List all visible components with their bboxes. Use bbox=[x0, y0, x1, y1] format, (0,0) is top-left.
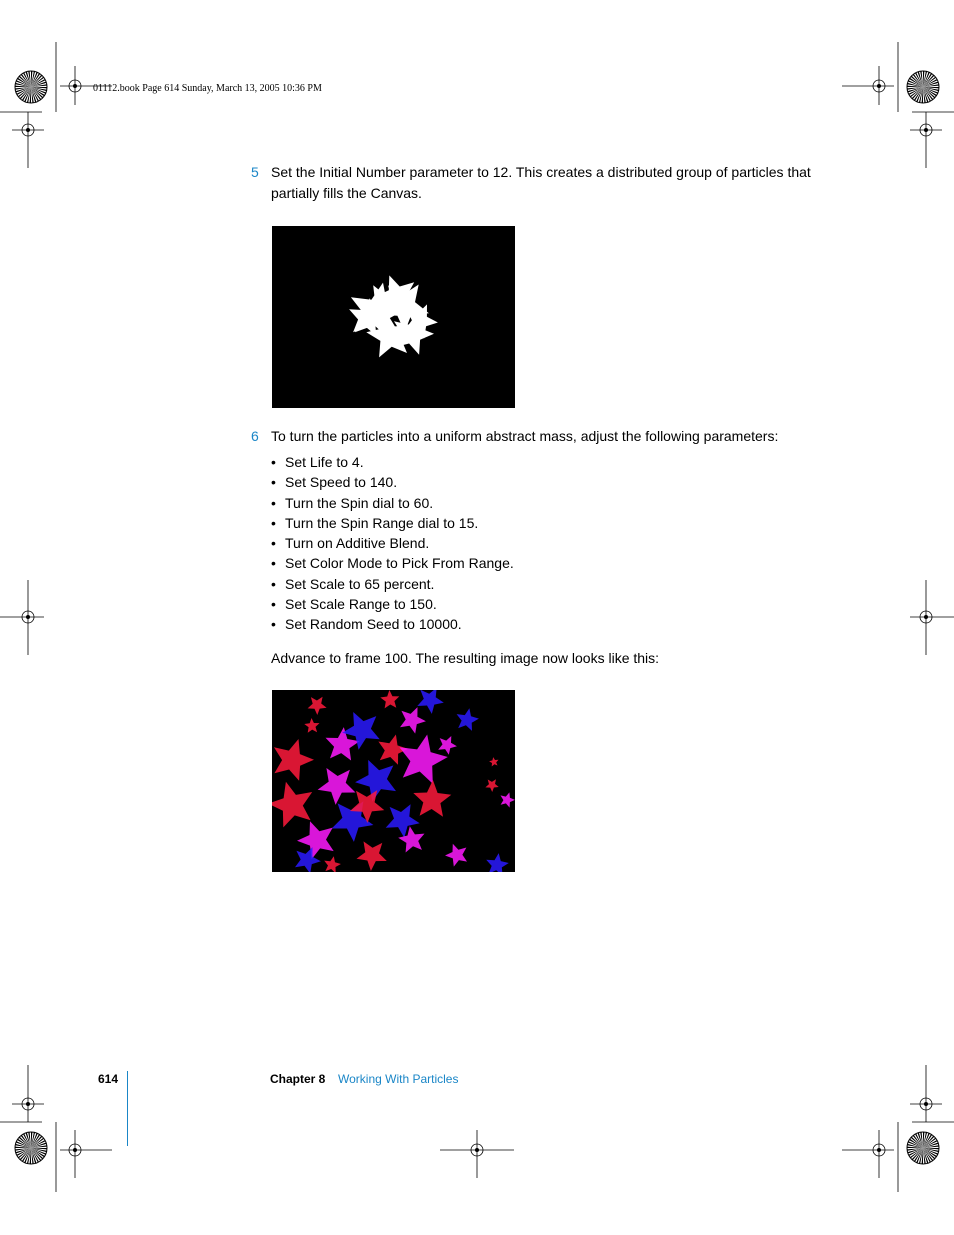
bullet: • bbox=[271, 494, 276, 511]
parameter-list bbox=[271, 452, 514, 635]
step-6 bbox=[251, 426, 831, 447]
print-slug: 01112.book Page 614 Sunday, March 13, 2005 10:36 PM bbox=[93, 83, 322, 94]
star-particle bbox=[386, 804, 420, 838]
star-particle bbox=[486, 853, 509, 872]
figure-initial-particles bbox=[272, 226, 515, 408]
list-item: • Turn the Spin dial to 60. bbox=[271, 493, 514, 513]
star-particle bbox=[413, 780, 451, 817]
bullet: • bbox=[271, 454, 276, 470]
bullet: • bbox=[271, 596, 276, 613]
page-number: 614 bbox=[98, 1072, 119, 1086]
bullet: • bbox=[271, 575, 276, 592]
star-particle bbox=[304, 718, 319, 733]
star-particle bbox=[318, 768, 356, 805]
chapter-label: Chapter 8 bbox=[270, 1072, 326, 1086]
star-particle bbox=[399, 735, 447, 784]
bullet: • bbox=[271, 474, 276, 491]
step-text: To turn the particles into a uniform abstract mass, adjust the following parameters: bbox=[271, 428, 779, 444]
step-number: 6 bbox=[251, 428, 259, 444]
star-particle bbox=[445, 844, 467, 867]
star-particle bbox=[438, 736, 457, 755]
bullet: • bbox=[271, 535, 276, 552]
list-item: • Turn the Spin Range dial to 15. bbox=[271, 513, 514, 533]
particles-image-white-stars bbox=[272, 226, 515, 408]
bullet: • bbox=[271, 555, 276, 572]
list-item: • Set Speed to 140. bbox=[271, 472, 514, 492]
list-item: • Set Scale Range to 150. bbox=[271, 594, 514, 614]
list-item: • Set Color Mode to Pick From Range. bbox=[271, 553, 514, 573]
list-item: • Set Scale to 65 percent. bbox=[271, 574, 514, 594]
star-particle bbox=[308, 697, 327, 715]
star-particle bbox=[417, 690, 444, 714]
step-number: 5 bbox=[251, 164, 259, 180]
list-item: • Turn on Additive Blend. bbox=[271, 533, 514, 553]
advance-paragraph: Advance to frame 100. The resulting image now looks like this: bbox=[271, 650, 660, 666]
star-particle bbox=[485, 779, 498, 792]
star-particle bbox=[400, 707, 426, 734]
step-text: Set the Initial Number parameter to 12. This creates a distributed group of particles that partially fills the Canvas. bbox=[271, 164, 811, 201]
footer-divider bbox=[127, 1071, 128, 1146]
step-5 bbox=[251, 162, 831, 204]
bullet: • bbox=[271, 514, 276, 531]
list-item: • Set Life to 4. bbox=[271, 452, 514, 472]
bullet: • bbox=[271, 616, 276, 633]
figure-resulting-particles bbox=[272, 690, 515, 872]
particles-image-colored-stars bbox=[272, 690, 515, 872]
chapter-title: Working With Particles bbox=[338, 1072, 459, 1086]
list-item: • Set Random Seed to 10000. bbox=[271, 614, 514, 634]
star-particle bbox=[380, 690, 399, 708]
star-particle bbox=[324, 856, 341, 872]
star-particle bbox=[274, 739, 314, 781]
star-particle bbox=[501, 792, 516, 807]
star-particle bbox=[489, 757, 498, 766]
star-particle bbox=[357, 841, 387, 871]
star-particle bbox=[272, 782, 312, 828]
star-particle bbox=[457, 708, 479, 731]
